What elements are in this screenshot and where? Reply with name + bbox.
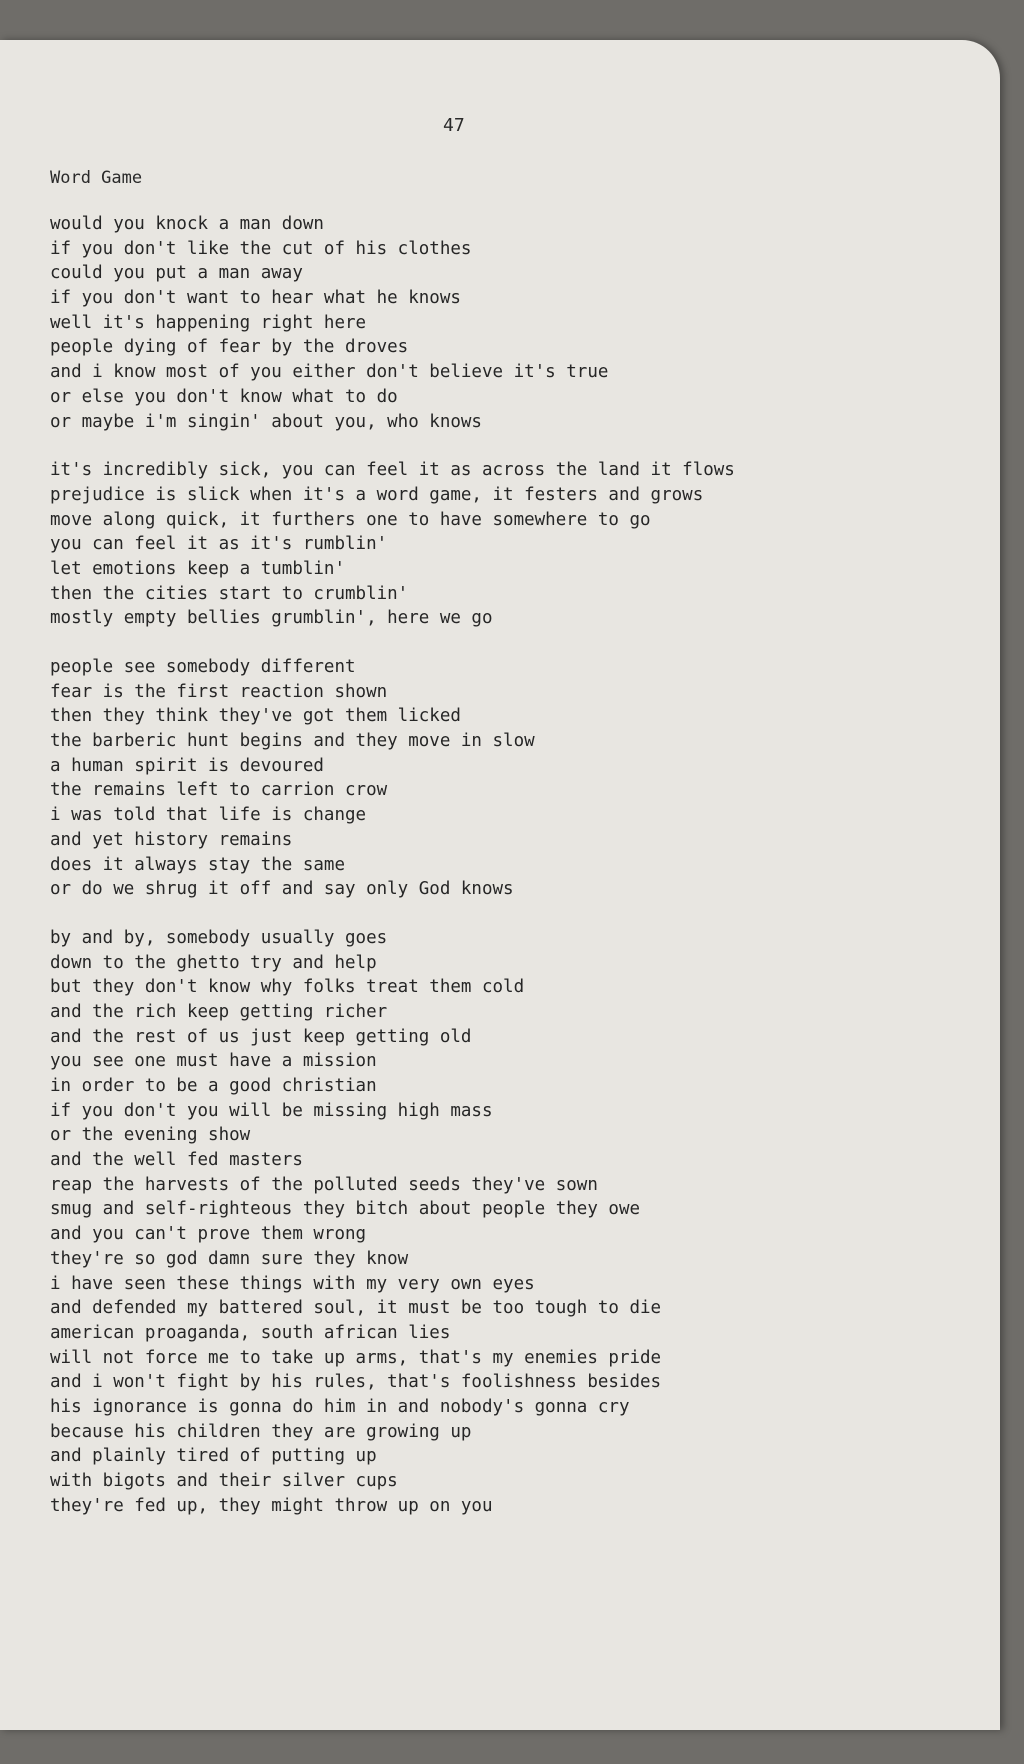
poem-line: or do we shrug it off and say only God knows (50, 879, 514, 900)
poem-line: and you can't prove them wrong (50, 1224, 367, 1245)
poem-line: and plainly tired of putting up (50, 1446, 377, 1467)
poem-line: the barberic hunt begins and they move in slow (50, 731, 535, 752)
poem-line: smug and self-righteous they bitch about people they owe (50, 1199, 641, 1220)
document-page (0, 40, 1000, 1730)
poem-line: they're so god damn sure they know (50, 1248, 409, 1269)
poem-line: i have seen these things with my very own eyes (50, 1273, 535, 1294)
poem-line: then the cities start to crumblin' (50, 583, 409, 604)
poem-line: let emotions keep a tumblin' (50, 558, 346, 579)
poem-line: prejudice is slick when it's a word game, it festers and grows (50, 484, 704, 505)
poem-body (50, 212, 950, 1542)
poem-line: and defended my battered soul, it must be too tough to die (50, 1298, 662, 1319)
poem-line: with bigots and their silver cups (50, 1471, 398, 1491)
poem-line: fear is the first reaction shown (50, 681, 388, 702)
poem-line: could you put a man away (50, 263, 303, 284)
poem-line: and yet history remains (50, 829, 293, 850)
poem-line: but they don't know why folks treat them cold (50, 977, 525, 998)
poem-line: you see one must have a mission (50, 1051, 377, 1072)
poem-line: or maybe i'm singin' about you, who knows (50, 411, 482, 432)
poem-line: down to the ghetto try and help (50, 952, 377, 973)
poem-line: will not force me to take up arms, that's my enemies pride (50, 1347, 662, 1368)
poem-line: american proaganda, south african lies (50, 1322, 451, 1343)
poem-line: and the rich keep getting richer (50, 1001, 388, 1022)
poem-line: and the rest of us just keep getting old (50, 1026, 472, 1047)
poem-stanza (50, 212, 950, 434)
poem-line: his ignorance is gonna do him in and nobody's gonna cry (50, 1396, 630, 1417)
poem-line: you can feel it as it's rumblin' (50, 534, 388, 555)
poem-line: a human spirit is devoured (50, 755, 324, 776)
poem-line: does it always stay the same (50, 854, 346, 875)
poem-line: and the well fed masters (50, 1150, 303, 1171)
poem-line: people see somebody different (50, 657, 356, 677)
poem-line: reap the harvests of the polluted seeds they've sown (50, 1174, 598, 1195)
poem-line: mostly empty bellies grumblin', here we go (50, 608, 493, 629)
poem-stanza (50, 655, 950, 902)
poem-line: or the evening show (50, 1125, 251, 1146)
poem-line: because his children they are growing up (50, 1421, 472, 1442)
poem-line: i was told that life is change (50, 805, 367, 826)
poem-stanza (50, 926, 950, 1519)
poem-line: then they think they've got them licked (50, 706, 461, 727)
poem-line: or else you don't know what to do (50, 386, 398, 407)
poem-line: and i won't fight by his rules, that's foolishness besides (50, 1372, 662, 1393)
poem-title: Word Game (50, 168, 143, 188)
poem-line: if you don't like the cut of his clothes (50, 238, 472, 259)
poem-stanza (50, 458, 950, 631)
poem-line: it's incredibly sick, you can feel it as across the land it flows (50, 460, 735, 481)
poem-line: would you knock a man down (50, 214, 324, 234)
poem-line: people dying of fear by the droves (50, 337, 409, 358)
poem-line: and i know most of you either don't believe it's true (50, 362, 609, 383)
poem-line: well it's happening right here (50, 312, 367, 333)
poem-line: by and by, somebody usually goes (50, 927, 388, 948)
poem-line: if you don't you will be missing high mass (50, 1100, 493, 1121)
page-number: 47 (443, 115, 465, 136)
poem-line: in order to be a good christian (50, 1076, 377, 1096)
poem-line: they're fed up, they might throw up on you (50, 1495, 493, 1516)
poem-line: move along quick, it furthers one to have somewhere to go (50, 509, 651, 530)
poem-line: if you don't want to hear what he knows (50, 288, 461, 309)
poem-line: the remains left to carrion crow (50, 780, 388, 801)
